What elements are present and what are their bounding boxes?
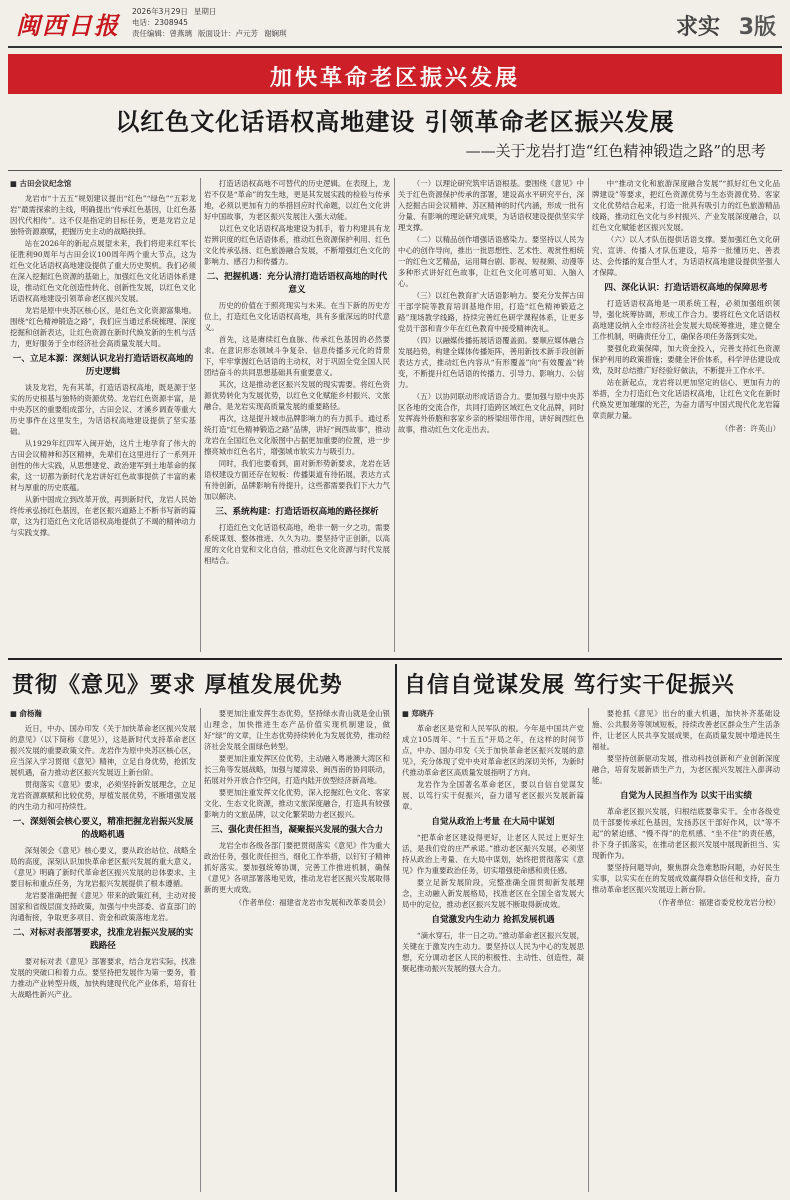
paragraph: 贯彻落实《意见》要求，必须坚持新发展理念，立足龙岩资源禀赋和比较优势，厚植发展优势，不断增强发展的内生动力和可持续性。 (10, 780, 196, 811)
paragraph: （六）以人才队伍提供话语支撑。要加强红色文化研究、宣讲、传播人才队伍建设，培养一批懂历史、善表达、会传播的复合型人才，为话语权高地建设提供坚强人才保障。 (592, 235, 780, 277)
paragraph: （二）以精品创作增强话语感染力。要坚持以人民为中心的创作导向，推出一批思想性、艺术性、观赏性相统一的红色文艺精品，运用舞台剧、影视、短视频、动漫等多种形式讲好红色故事，让红色文化可感可知、入脑入心。 (398, 235, 584, 288)
article1-column-3 (398, 178, 584, 652)
paragraph: 要对标对表《意见》部署要求，结合龙岩实际，找准发展的突破口和着力点。要坚持把发展作为第一要务，着力推动产业转型升级，加快构建现代化产业体系，培育壮大战略性新兴产业。 (10, 957, 196, 999)
issue-editor: 责任编辑：曾燕璃 (132, 29, 192, 38)
paragraph: 要坚持问题导向，聚焦群众急难愁盼问题，办好民生实事，以实实在在的发展成效赢得群众信任和支持，奋力推动革命老区振兴发展迈上新台阶。 (592, 863, 780, 894)
paragraph: “把革命老区建设得更好，让老区人民过上更好生活，是我们党的庄严承诺。”推动老区振兴发展，必须坚持从政治上考量、在大局中谋划，始终把贯彻落实《意见》作为重要政治任务，切实增强使命感和责任感。 (402, 833, 584, 875)
article3-kicker-3: 自觉为人民担当作为 以实干出实绩 (620, 791, 752, 801)
paragraph: 龙岩是原中央苏区核心区，是红色文化资源富集地。围绕“红色精神锻造之路”，我们应当通过系统梳理、深度挖掘和创新表达，让红色资源在新时代焕发新的生机与活力，更好服务于全市经济社会高质量发展大局。 (10, 306, 196, 348)
article2-section-heading-1: 一、深刻领会核心要义，精准把握龙岩振兴发展的战略机遇 (12, 817, 194, 840)
article1-column-2 (204, 178, 390, 652)
paragraph: 要更加注重发挥生态优势，坚持绿水青山就是金山银山理念，加快推进生态产品价值实现机制建设，做好“绿”的文章，让生态优势持续转化为发展优势，推动经济社会发展全面绿色转型。 (204, 709, 390, 751)
article3-column-1 (402, 708, 584, 1192)
paragraph: 站在2026年的新起点展望未来，我们将迎来红军长征胜利90周年与古田会议100周年两个重大节点，这为红色文化话语权高地建设提供了重大历史契机。我们必须在深入挖掘红色资源的基础上，加强红色文化话语体系建设，推动红色文化创造性转化、创新性发展，以红色文化话语权高地建设引领革命老区振兴发展。 (10, 239, 196, 303)
paragraph: 站在新起点，龙岩将以更加坚定的信心、更加有力的举措，全力打造红色文化话语权高地，让红色文化在新时代焕发更加璀璨的光芒，为奋力谱写中国式现代化龙岩篇章贡献力量。 (592, 378, 780, 420)
paragraph: 同时，我们也要看到，面对新形势新要求，龙岩在话语权建设方面还存在短板：传播渠道有待拓展，表达方式有待创新，品牌影响有待提升，这些都需要我们下大力气加以解决。 (204, 459, 390, 501)
article1-title: 以红色文化话语权高地建设 引领革命老区振兴发展 (115, 108, 675, 136)
paragraph: 首先，这是赓续红色血脉、传承红色基因的必然要求。在意识形态领域斗争复杂、信息传播多元化的背景下，牢牢掌握红色话语的主动权，对于巩固全党全国人民团结奋斗的共同思想基础具有重要意义。 (204, 335, 390, 377)
paragraph: 中“推动文化和旅游深度融合发展”“抓好红色文化品牌建设”等要求，把红色资源优势与生态资源优势、客家文化优势结合起来，打造一批具有吸引力的红色旅游精品线路，推动红色文化与乡村振兴、产业发展深度融合，以红色文化赋能老区振兴发展。 (592, 179, 780, 232)
paragraph: （一）以理论研究筑牢话语根基。要围绕《意见》中关于红色资源保护传承的部署，建设高水平研究平台，深入挖掘古田会议精神、苏区精神的时代内涵，形成一批有分量、有影响的理论研究成果，为话语权建设提供坚实学理支撑。 (398, 179, 584, 232)
article3-column-2 (592, 708, 780, 1192)
paragraph: 其次，这是推动老区振兴发展的现实需要。将红色资源优势转化为发展优势，以红色文化赋能乡村振兴、文旅融合，是龙岩实现高质量发展的重要路径。 (204, 380, 390, 411)
paragraph: 龙岩要准确把握《意见》带来的政策红利，主动对接国家和省级层面支持政策，加强与中央部委、省直部门的沟通衔接，争取更多项目、资金和政策落地龙岩。 (10, 891, 196, 922)
paragraph: 以红色文化话语权高地建设为抓手，着力构建具有龙岩辨识度的红色话语体系，推动红色资源保护利用、红色文化传承弘扬、红色旅游融合发展，不断增强红色文化的影响力、感召力和传播力。 (204, 224, 390, 266)
paragraph: （三）以红色教育扩大话语影响力。要充分发挥古田干部学院等教育培训基地作用，打造“红色精神锻造之路”现场教学线路，持续完善红色研学课程体系，让更多党员干部和青少年在红色教育中接受精神洗礼。 (398, 291, 584, 333)
page-number: 3版 (738, 15, 776, 40)
paragraph: 要抢抓《意见》出台的重大机遇，加快补齐基础设施、公共服务等领域短板，持续改善老区群众生产生活条件，让老区人民共享发展成果，在高质量发展中增进民生福祉。 (592, 709, 780, 751)
paragraph: 打造话语权高地不可替代的历史逻辑。在表现上，龙岩不仅是“革命”的发生地，更是其发展实践的检验与传承地，必须以更加有力的举措回应时代命题，以红色文化讲好中国故事，为老区振兴发展注入强大动能。 (204, 179, 390, 221)
article-separator (8, 658, 782, 660)
article1-author: （作者：许英山） (720, 424, 780, 433)
paragraph: 近日，中办、国办印发《关于加快革命老区振兴发展的意见》（以下简称《意见》），这是新时代支持革命老区振兴发展的重要政策文件。龙岩作为原中央苏区核心区，应当深入学习贯彻《意见》精神，立足自身优势，抢抓发展机遇，奋力推动老区振兴发展迈上新台阶。 (10, 724, 196, 777)
paragraph: 从1929年红四军入闽开始，这片土地孕育了伟大的古田会议精神和苏区精神，先辈们在这里进行了一系列开创性的伟大实践，从思想建党、政治建军到土地革命的探索，这一切都为新时代龙岩讲好红色故事提供了丰富的素材与厚重的历史底蕴。 (10, 439, 196, 492)
paragraph: 打造红色文化话语权高地，绝非一朝一夕之功，需要系统谋划、整体推进、久久为功。要坚持守正创新，以高度的文化自觉和文化自信，推动红色文化资源与时代发展相结合。 (204, 523, 390, 565)
article2-column-1 (10, 708, 196, 1192)
paragraph: 要强化政策保障，加大资金投入，完善支持红色资源保护利用的政策措施；要健全评价体系，科学评估建设成效，及时总结推广好经验好做法，不断提升工作水平。 (592, 344, 780, 375)
article1-column-1 (10, 178, 196, 652)
article1-section-heading-2: 二、把握机遇：充分认清打造话语权高地的时代意义 (206, 272, 388, 295)
column-divider (200, 708, 201, 1192)
top-rule (8, 46, 782, 48)
article2-author: （作者单位：福建省龙岩市发展和改革委员会） (234, 898, 390, 907)
article1-section-heading-3: 三、系统构建：打造话语权高地的路径探析 (215, 507, 379, 517)
masthead (0, 0, 790, 52)
paragraph: 谈及龙岩，先有其革，打造话语权高地，既是源于坚实的历史根基与独特的资源优势。龙岩红色资源丰富，是中央苏区的重要组成部分，古田会议、才溪乡调查等重大历史事件在这里发生，为话语权高地建设提供了坚实基础。 (10, 383, 196, 436)
column-divider (588, 178, 589, 652)
page-banner (8, 54, 782, 94)
paragraph: 要更加注重发挥区位优势，主动融入粤港澳大湾区和长三角等发展战略，加强与厦漳泉、闽西南的协同联动，拓展对外开放合作空间，打造内陆开放型经济新高地。 (204, 754, 390, 785)
article3-title: 自信自觉谋发展 笃行实干促振兴 (404, 673, 735, 698)
column-divider (200, 178, 201, 652)
article1-section-heading-1: 一、立足本源：深刻认识龙岩打造话语权高地的历史逻辑 (12, 354, 194, 377)
paragraph: 历史的价值在于照亮现实与未来。在当下新的历史方位上，打造红色文化话语权高地，具有多重深远的时代意义。 (204, 301, 390, 332)
issue-proofread: 版面设计：卢元芳 (198, 29, 258, 38)
article1-column-4 (592, 178, 780, 652)
article-divider (395, 664, 397, 1192)
paragraph: 从新中国成立到改革开放，再到新时代，龙岩人民始终传承弘扬红色基因，在老区振兴道路上不断书写新的篇章，这为打造红色文化话语权高地提供了不竭的精神动力与实践支撑。 (10, 495, 196, 537)
paragraph: 再次，这是提升城市品牌影响力的有力抓手。通过系统打造“红色精神锻造之路”品牌，讲好“闽西故事”，推动龙岩在全国红色文化版图中占据更加重要的位置，进一步擦亮城市红色名片，增强城市软实力与吸引力。 (204, 414, 390, 456)
article3-author: （作者单位：福建省委党校龙岩分校） (654, 898, 780, 907)
paragraph: 深刻领会《意见》核心要义，要从政治站位、战略全局的高度，深刻认识加快革命老区振兴发展的重大意义。《意见》明确了新时代革命老区振兴发展的总体要求、主要目标和重点任务，为龙岩振兴发展提供了根本遵循。 (10, 846, 196, 888)
paragraph: （四）以融媒传播拓展话语覆盖面。要顺应媒体融合发展趋势，构建全媒体传播矩阵，善用新技术新手段创新表达方式，推动红色内容从“有形覆盖”向“有效覆盖”转变，不断提升红色话语的传播力、引导力、影响力、公信力。 (398, 336, 584, 389)
newspaper-logo: 闽西日报 (16, 12, 120, 40)
column-divider (394, 178, 395, 652)
column-divider (588, 708, 589, 1192)
paragraph: 打造话语权高地是一项系统工程，必须加强组织领导，强化统筹协调，形成工作合力。要将红色文化话语权高地建设纳入全市经济社会发展大局统筹推进，建立健全工作机制，明确责任分工，确保各项任务落到实处。 (592, 299, 780, 341)
issue-weekday: 星期日 (193, 7, 217, 16)
paragraph: 革命老区振兴发展，归根结底要靠实干。全市各级党员干部要传承红色基因，发扬苏区干部好作风，以“等不起”的紧迫感、“慢不得”的危机感、“坐不住”的责任感，扑下身子抓落实，在推动老区振兴发展中展现新担当、实现新作为。 (592, 807, 780, 860)
paragraph: 龙岩市“十五五”规划建议提出“红色”“绿色”“五彩龙岩”最需探索的主线，明确提出“传承红色基因，让红色基因代代相传”。这不仅是指定的目标任务，更是龙岩立足独特资源禀赋，把握历史主动的战略抉择。 (10, 194, 196, 236)
paragraph: 要立足新发展阶段，完整准确全面贯彻新发展理念，主动融入新发展格局，找准老区在全国全省发展大局中的定位，推动老区振兴发展不断取得新成效。 (402, 878, 584, 909)
issue-meta (132, 6, 293, 39)
article1-subtitle: ——关于龙岩打造“红色精神锻造之路”的思考 (465, 142, 766, 160)
issue-checker: 谢娴琪 (264, 29, 287, 38)
article3-byline: ■ 郑晓卉 (402, 709, 434, 718)
paragraph: 龙岩作为全国著名革命老区，要以自信自觉谋发展、以笃行实干促振兴，奋力谱写老区振兴发展新篇章。 (402, 780, 584, 811)
article2-byline: ■ 俞杨瀚 (10, 709, 42, 718)
issue-phone: 电话：2308945 (132, 18, 188, 27)
article3-kicker-1: 自觉从政治上考量 在大局中谋划 (431, 817, 555, 827)
paragraph: 革命老区是党和人民军队的根。今年是中国共产党成立105周年、“十五五”开局之年，在这样的时间节点，中办、国办印发《关于加快革命老区振兴发展的意见》，充分体现了党中央对革命老区的深切关怀，为新时代推动革命老区高质量发展指明了方向。 (402, 724, 584, 777)
issue-date: 2026年3月29日 (132, 7, 188, 16)
paragraph: 要更加注重发挥文化优势，深入挖掘红色文化、客家文化、生态文化资源，推动文旅深度融合，打造具有较强影响力的文旅品牌，以文化繁荣助力老区振兴。 (204, 788, 390, 819)
article1-rule (8, 170, 782, 171)
paragraph: 龙岩全市各级各部门要把贯彻落实《意见》作为重大政治任务，强化责任担当，细化工作举措，以钉钉子精神抓好落实。要加强统筹协调，完善工作推进机制，确保《意见》各项部署落地见效，推动龙岩老区振兴发展取得新的更大成效。 (204, 841, 390, 894)
article2-title: 贯彻《意见》要求 厚植发展优势 (12, 673, 343, 698)
paragraph: “滴水穿石，非一日之功。”推动革命老区振兴发展，关键在于激发内生动力。要坚持以人民为中心的发展思想，充分调动老区人民的积极性、主动性、创造性，凝聚起推动振兴发展的强大合力。 (402, 931, 584, 973)
article2-column-2 (204, 708, 390, 1192)
banner-title: 加快革命老区振兴发展 (269, 66, 520, 91)
paragraph: 要坚持创新驱动发展，推动科技创新和产业创新深度融合，培育发展新质生产力，为老区振兴发展注入澎湃动能。 (592, 754, 780, 785)
section-name: 求实 (675, 15, 720, 40)
article2-section-heading-2: 二、对标对表部署要求，找准龙岩振兴发展的实践路径 (12, 928, 194, 951)
article1-section-heading-4: 四、深化认识：打造话语权高地的保障思考 (604, 283, 768, 293)
article3-kicker-2: 自觉激发内生动力 抢抓发展机遇 (431, 915, 555, 925)
paragraph: （五）以协同联动形成话语合力。要加强与原中央苏区各地的交流合作，共同打造跨区域红色文化品牌，同时发挥海外侨胞和客家乡亲的桥梁纽带作用，讲好闽西红色故事，推动红色文化走出去。 (398, 392, 584, 434)
article2-section-heading-3: 三、强化责任担当，凝聚振兴发展的强大合力 (211, 825, 383, 835)
article1-byline: ■ 古田会议纪念馆 (10, 179, 72, 188)
